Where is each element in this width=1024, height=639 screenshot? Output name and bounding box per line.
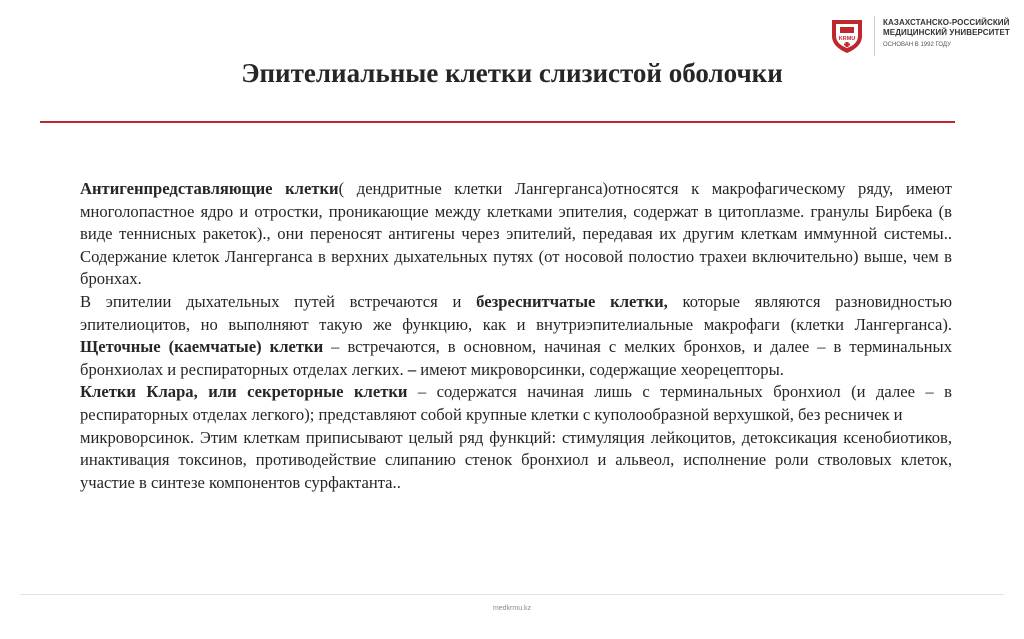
university-logo <box>828 16 1010 56</box>
text-clara-cells: – содержатся начиная лишь с терминальных бронхиол (и далее – в респираторных отделах легкого); представляют собой крупные клетки с куполообразной верхушкой, без ресничек и <box>80 382 952 424</box>
text-brush-microvilli: имеют микроворсинки, содержащие хеорецепторы. <box>416 359 784 379</box>
slide-body <box>80 178 952 494</box>
paragraph-nonciliated-cells <box>80 291 952 381</box>
text-brush-cells: – встречаются, в основном, начиная с мелких бронхов, и далее – в терминальных бронхиолах и респираторных отделах легких. <box>80 337 952 379</box>
text-clara-functions: микроворсинок. Этим клеткам приписывают целый ряд функций: стимуляция лейкоцитов, детоксикация ксенобиотиков, инактивация токсинов, противодействие слипанию стенок бронхиол и альвеол, исполнение роли стволовых клеток, участие в синтезе компонентов сурфактанта.. <box>80 427 952 492</box>
title-underline <box>40 121 955 123</box>
term-nonciliated-cells: безреснитчатые клетки, <box>476 291 668 311</box>
logo-line-1: КАЗАХСТАНСКО-РОССИЙСКИЙ <box>883 18 1010 27</box>
logo-founded: ОСНОВАН В 1992 ГОДУ <box>883 42 951 48</box>
logo-text <box>883 16 1010 50</box>
shield-logo-icon <box>828 16 866 54</box>
footer-url: medkrmu.kz <box>492 605 532 612</box>
logo-divider <box>874 16 875 56</box>
term-antigen-cells: Антигенпредставляющие клетки <box>80 179 339 198</box>
slide-title: Эпителиальные клетки слизистой оболочки <box>241 58 783 88</box>
logo-line-2: МЕДИЦИНСКИЙ УНИВЕРСИТЕТ <box>883 28 1010 37</box>
footer-divider <box>20 594 1004 595</box>
text-antigen-cells: ( дендритные клетки Лангерганса)относятся к макрофагическому ряду, имеют многолопастное ядро и отростки, проникающие между клетками эпителия, содержат в цитоплазме. гранулы Бирбека (в виде теннисных ракеток)., они переносят антигены через эпителий, передавая их другим клеткам иммунной системы.. Содержание клеток Лангерганса в верхних дыхательных путях (от носовой полостио трахеи включительно) выше, чем в бронхах. <box>80 179 952 289</box>
text-nonciliated-intro: В эпителии дыхательных путей встречаются и <box>80 291 477 311</box>
paragraph-clara-cells <box>80 381 952 426</box>
paragraph-antigen-cells <box>80 178 952 291</box>
logo-abbr: KRMU <box>838 36 856 42</box>
paragraph-clara-functions <box>80 427 952 495</box>
term-clara-cells: Клетки Клара, или секреторные клетки <box>80 382 408 402</box>
term-brush-cells: Щеточные (каемчатые) клетки <box>80 337 324 357</box>
text-nonciliated-cells: которые являются разновидностью эпителиоцитов, но выполняют такую же функцию, как и внутриэпителиальные макрофаги (клетки Лангерганса). <box>80 291 952 334</box>
bold-dash: – <box>407 359 417 379</box>
